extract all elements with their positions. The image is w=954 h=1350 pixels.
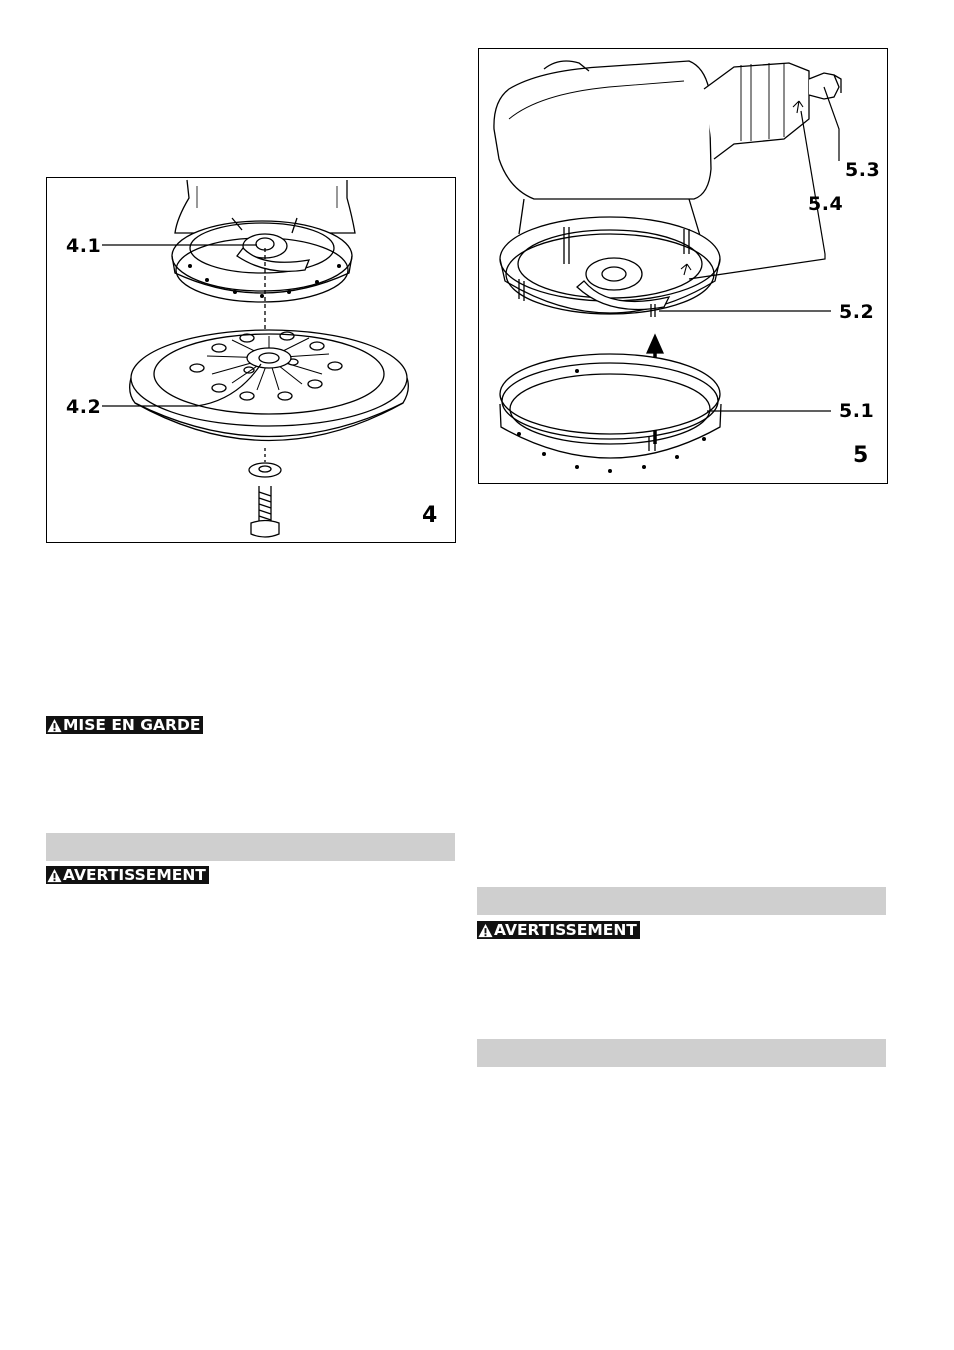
section-heading-bar xyxy=(477,1039,886,1067)
dust-ring-exploded-illustration xyxy=(479,49,887,483)
warning-badge-label: AVERTISSEMENT xyxy=(63,866,206,884)
callout-4-2: 4.2 xyxy=(66,396,102,418)
warning-badge-label: AVERTISSEMENT xyxy=(494,921,637,939)
warning-triangle-icon xyxy=(47,718,62,733)
caution-badge-label: MISE EN GARDE xyxy=(63,716,201,734)
warning-badge xyxy=(46,866,209,884)
warning-triangle-icon xyxy=(478,923,493,938)
callout-5-2: 5.2 xyxy=(839,301,875,323)
figure-number: 4 xyxy=(422,503,438,528)
section-heading-bar xyxy=(477,887,886,915)
figure-5 xyxy=(478,48,888,484)
caution-badge xyxy=(46,716,203,734)
callout-5-3: 5.3 xyxy=(845,159,881,181)
callout-5-1: 5.1 xyxy=(839,400,875,422)
warning-badge xyxy=(477,921,640,939)
figure-number: 5 xyxy=(853,443,869,468)
sander-pad-exploded-illustration xyxy=(47,178,455,542)
section-heading-bar xyxy=(46,833,455,861)
callout-5-4: 5.4 xyxy=(808,193,844,215)
callout-4-1: 4.1 xyxy=(66,235,102,257)
warning-triangle-icon xyxy=(47,868,62,883)
figure-4 xyxy=(46,177,456,543)
